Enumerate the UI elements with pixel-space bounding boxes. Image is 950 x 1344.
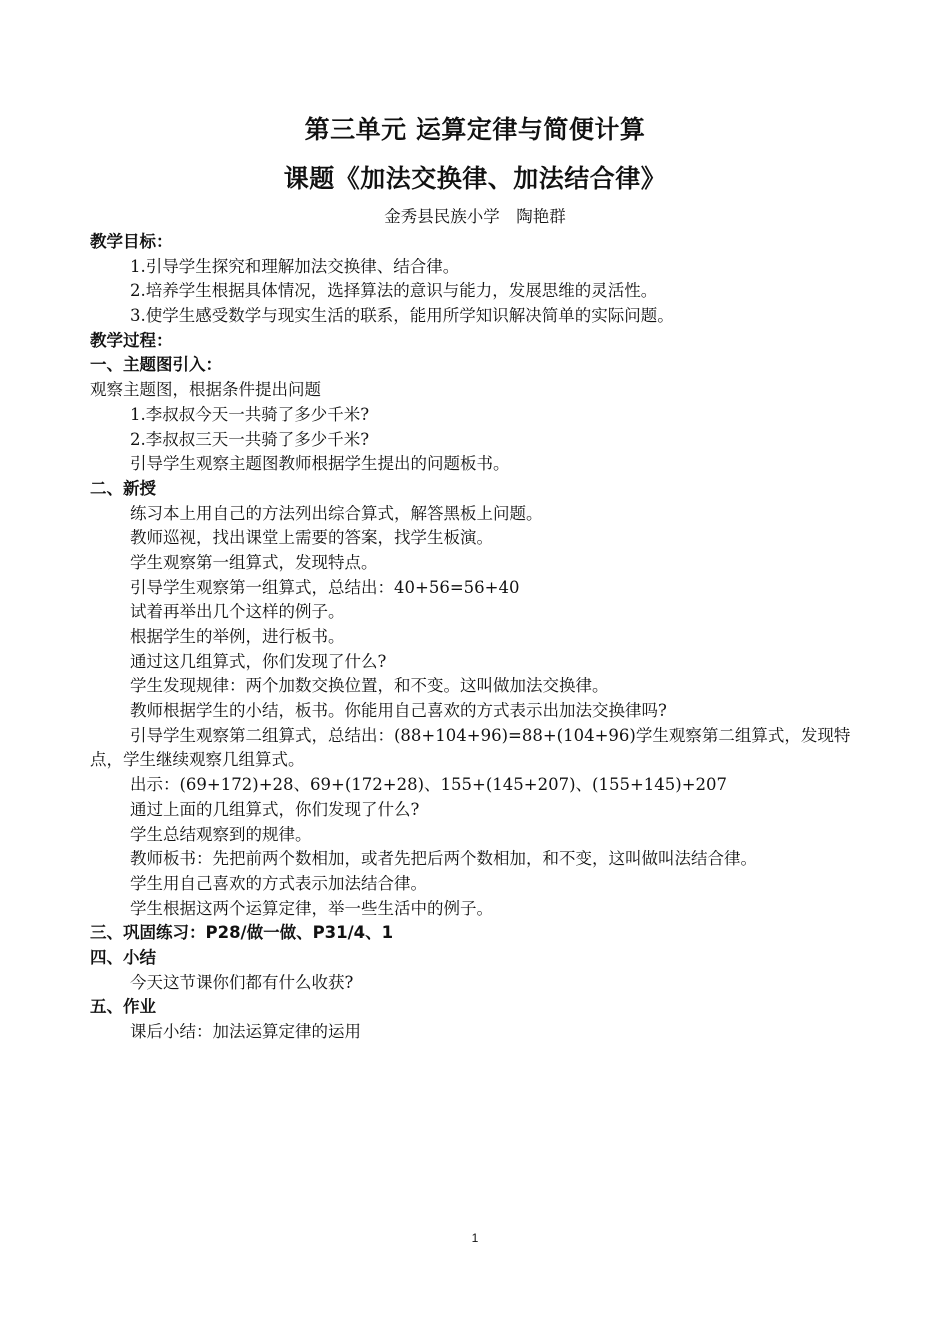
section4-heading: 四、小结 <box>90 947 156 967</box>
section2-item: 教师根据学生的小结，板书。你能用自己喜欢的方式表示出加法交换律吗? <box>130 701 667 721</box>
goals-heading: 教学目标： <box>90 232 173 251</box>
section2-heading: 二、新授 <box>90 478 156 498</box>
document-body <box>90 230 858 1045</box>
section2-item: 试着再举出几个这样的例子。 <box>130 602 345 622</box>
section2-item: 学生用自己喜欢的方式表示加法结合律。 <box>130 873 427 893</box>
section2-item: 出示：(69+172)+28、69+(172+28)、155+(145+207)、(155+145)+207 <box>130 775 728 795</box>
section2-item: 学生观察第一组算式，发现特点。 <box>130 552 378 572</box>
goal-item: 3.使学生感受数学与现实生活的联系，能用所学知识解决简单的实际问题。 <box>130 306 674 326</box>
section2-item: 学生发现规律：两个加数交换位置，和不变。这叫做加法交换律。 <box>130 676 609 696</box>
section1-heading: 一、主题图引入： <box>90 355 222 375</box>
section1-item: 引导学生观察主题图教师根据学生提出的问题板书。 <box>130 454 510 474</box>
goal-item: 2.培养学生根据具体情况，选择算法的意识与能力，发展思维的灵活性。 <box>130 281 658 301</box>
page-number: 1 <box>471 1231 479 1245</box>
section1-intro: 观察主题图，根据条件提出问题 <box>90 380 321 400</box>
section2-item: 练习本上用自己的方法列出综合算式，解答黑板上问题。 <box>130 503 543 523</box>
section2-item: 根据学生的举例，进行板书。 <box>130 627 345 646</box>
section2-wrapped-paragraph: 引导学生观察第二组算式，总结出：(88+104+96)=88+(104+96)学生观察第二组算式，发现特点，学生继续观察几组算式。 <box>90 725 851 770</box>
section2-item: 引导学生观察第一组算式，总结出：40+56=56+40 <box>130 577 520 597</box>
section4-item: 今天这节课你们都有什么收获? <box>130 972 354 992</box>
section2-item: 教师巡视，找出课堂上需要的答案，找学生板演。 <box>130 528 493 548</box>
section3-heading: 三、巩固练习：P28/做一做、P31/4、1 <box>90 923 394 943</box>
section2-item: 通过上面的几组算式，你们发现了什么? <box>130 799 420 819</box>
section2-item: 通过这几组算式，你们发现了什么? <box>130 651 387 671</box>
goal-item: 1.引导学生探究和理解加法交换律、结合律。 <box>130 256 460 276</box>
section1-item: 1.李叔叔今天一共骑了多少千米? <box>130 404 370 424</box>
author-line: 金秀县民族小学 陶艳群 <box>384 207 566 226</box>
section2-item: 学生根据这两个运算定律，举一些生活中的例子。 <box>130 898 493 918</box>
section2-item: 教师板书：先把前两个数相加，或者先把后两个数相加，和不变，这叫做叫法结合律。 <box>130 849 757 869</box>
section2-item: 学生总结观察到的规律。 <box>130 824 312 844</box>
unit-title: 第三单元 运算定律与简便计算 <box>304 115 646 144</box>
section5-heading: 五、作业 <box>90 997 156 1017</box>
section1-item: 2.李叔叔三天一共骑了多少千米? <box>130 429 370 449</box>
section5-item: 课后小结：加法运算定律的运用 <box>130 1022 361 1042</box>
lesson-title: 课题《加法交换律、加法结合律》 <box>283 164 667 193</box>
process-heading: 教学过程： <box>90 330 173 350</box>
